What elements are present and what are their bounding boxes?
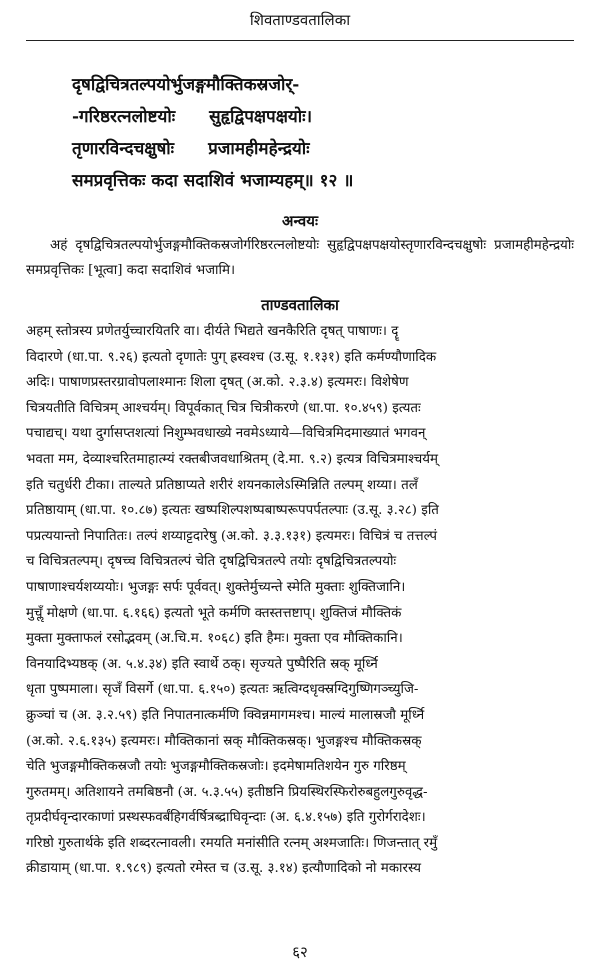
commentary-line: अदिः। पाषाणप्रस्तरग्रावोपलाश्मानः शिला दृषत् (अ.को. २.३.४) इत्यमरः। विशेषेण <box>26 375 409 391</box>
commentary-line: चित्रयतीति विचित्रम् आश्चर्यम्। विपूर्वकात् चित्र चित्रीकरणे (धा.पा. १०.४५९) इत्यतः <box>26 400 421 416</box>
verse-line-3-b: प्रजामहीमहेन्द्रयोः <box>208 139 310 159</box>
commentary-line: पचाद्यच्। यथा दुर्गासप्तशत्यां निशुम्भवधाख्ये नवमेऽध्याये—विचित्रमिदमाख्यातं भगवन् <box>26 426 426 442</box>
commentary-text <box>26 319 574 882</box>
verse-line-1: दृषद्विचित्रतल्पयोर्भुजङ्गमौक्तिकस्रजोर्- <box>72 75 300 95</box>
verse-line-2-b: सुहृद्विपक्षपक्षयोः। <box>209 107 313 127</box>
commentary-line: तृप्रदीर्घवृन्दारकाणां प्रस्थस्फवर्बंहिगर्वर्षित्रब्द्राघिवृन्दाः (अ. ६.४.१५७) इति गुरोर्गरादेशः। <box>26 810 426 826</box>
commentary-line: विदारणे (धा.पा. ९.२६) इत्यतो दृणातेः पुग् ह्रस्वश्च (उ.सू. १.१३१) इति कर्मण्यौणादिक <box>26 349 437 365</box>
commentary-line: अहम् स्तोत्रस्य प्रणेतर्युच्चारयितरि वा। दीर्यते भिद्यते खनकैरिति दृषत् पाषाणः। दॄ <box>26 324 399 339</box>
anvaya-text: अहं दृषद्विचित्रतल्पयोर्भुजङ्गमौक्तिकस्रजोर्गरिष्ठरत्नलोष्टयोः सुहृद्विपक्षपक्षयोस्तृणारविन्दचक्षुषोः प्रजामहीमहेन्द्रयोः समप्रवृत्तिकः [भूत्वा] कदा सदाशिवं भजामि। <box>26 238 574 278</box>
commentary-line: (अ.को. २.६.१३५) इत्यमरः। मौक्तिकानां स्रक् मौक्तिकस्रक्। भुजङ्गश्च मौक्तिकस्रक् <box>26 733 422 749</box>
running-title: शिवताण्डवतालिका <box>249 11 351 29</box>
commentary-title: ताण्डवतालिका <box>261 296 339 314</box>
verse-line-3 <box>72 133 574 165</box>
commentary-line: गरिष्ठो गुरुतार्थके इति शब्दरत्नावली। रमयति मनांसीति रत्नम् अश्मजातिः। णिजन्तात् रमुँ <box>26 835 438 851</box>
commentary-line: विनयादिभ्यष्ठक् (अ. ५.४.३४) इति स्वार्थे ठक्। सृज्यते पुष्पैरिति स्रक् मूर्ध्नि <box>26 656 378 672</box>
commentary-line: मुचॢँ मोक्षणे (धा.पा. ६.१६६) इत्यतो भूते कर्मणि क्तस्तत्तष्टाप्। शुक्तिजं मौक्तिकं <box>26 605 402 621</box>
commentary-line: इति चतुर्धरी टीका। ताल्यते प्रतिष्ठाप्यते शरीरं शयनकालेऽस्मिन्निति तल्पम् शय्या। तलँ <box>26 477 418 493</box>
commentary-line: धृता पुष्पमाला। सृजँ विसर्गे (धा.पा. ६.१५०) इत्यतः ऋत्विग्दधृक्स्रग्दिगुष्णिगञ्च्युजि- <box>26 682 419 698</box>
verse-line-4: समप्रवृत्तिकः कदा सदाशिवं भजाम्यहम्॥ १२ ॥ <box>72 171 354 191</box>
commentary-line: क्रुञ्चां च (अ. ३.२.५९) इति निपातनात्कर्मणि क्विन्नमागमश्च। माल्यं मालास्रजौ मूर्ध्नि <box>26 707 425 723</box>
verse-block <box>26 69 574 197</box>
header-rule <box>26 40 574 41</box>
commentary-line: गुरुतमम्। अतिशायने तमबिष्ठनौ (अ. ५.३.५५) इतीष्ठनि प्रियस्थिरस्फिरोरुबहुलगुरुवृद्ध- <box>26 784 428 800</box>
commentary-line: मुक्ता मुक्ताफलं रसोद्भवम् (अ.चि.म. १०६८) इति हैमः। मुक्ता एव मौक्तिकानि। <box>26 631 403 647</box>
anvaya-title: अन्वयः <box>281 212 318 230</box>
commentary-line: प्रतिष्ठायाम् (धा.पा. १०.८७) इत्यतः खष्पशिल्पशष्पबाष्परूपपर्पतल्पाः (उ.सू. ३.२८) इति <box>26 503 439 519</box>
verse-line-3-a: तृणारविन्दचक्षुषोः <box>72 139 175 159</box>
commentary-line: भवता मम, देव्याश्चरितमाहात्म्यं रक्तबीजवधाश्रितम् (दे.मा. ९.२) इत्यत्र विचित्रमाश्चर्यम् <box>26 451 439 467</box>
commentary-line: च विचित्रतल्पम्। दृषच्च विचित्रतल्पं चेति दृषद्विचित्रतल्पे तयोः दृषद्विचित्रतल्पयोः <box>26 554 397 570</box>
commentary-line: क्रीडायाम् (धा.पा. १.९८९) इत्यतो रमेस्त च (उ.सू. ३.१४) इत्यौणादिको नो मकारस्य <box>26 861 421 877</box>
commentary-line: पाषाणाश्चर्यशय्ययोः। भुजङ्गः सर्पः पूर्ववत्। शुक्तेर्मुच्यन्ते स्मेति मुक्ताः शुक्तिजानि। <box>26 579 406 595</box>
commentary-line: चेति भुजङ्गमौक्तिकस्रजौ तयोः भुजङ्गमौक्तिकस्रजोः। इदमेषामतिशयेन गुरु गरिष्ठम् <box>26 759 406 775</box>
verse-line-2 <box>72 101 574 133</box>
verse-line-2-a: -गरिष्ठरत्नलोष्टयोः <box>72 107 176 127</box>
commentary-line: पप्रत्ययान्तो निपातितः। तल्पं शय्याट्टदारेषु (अ.को. ३.३.१३१) इत्यमरः। विचित्रं च तत्तल्पं <box>26 528 437 544</box>
page-number: ६२ <box>292 943 308 961</box>
